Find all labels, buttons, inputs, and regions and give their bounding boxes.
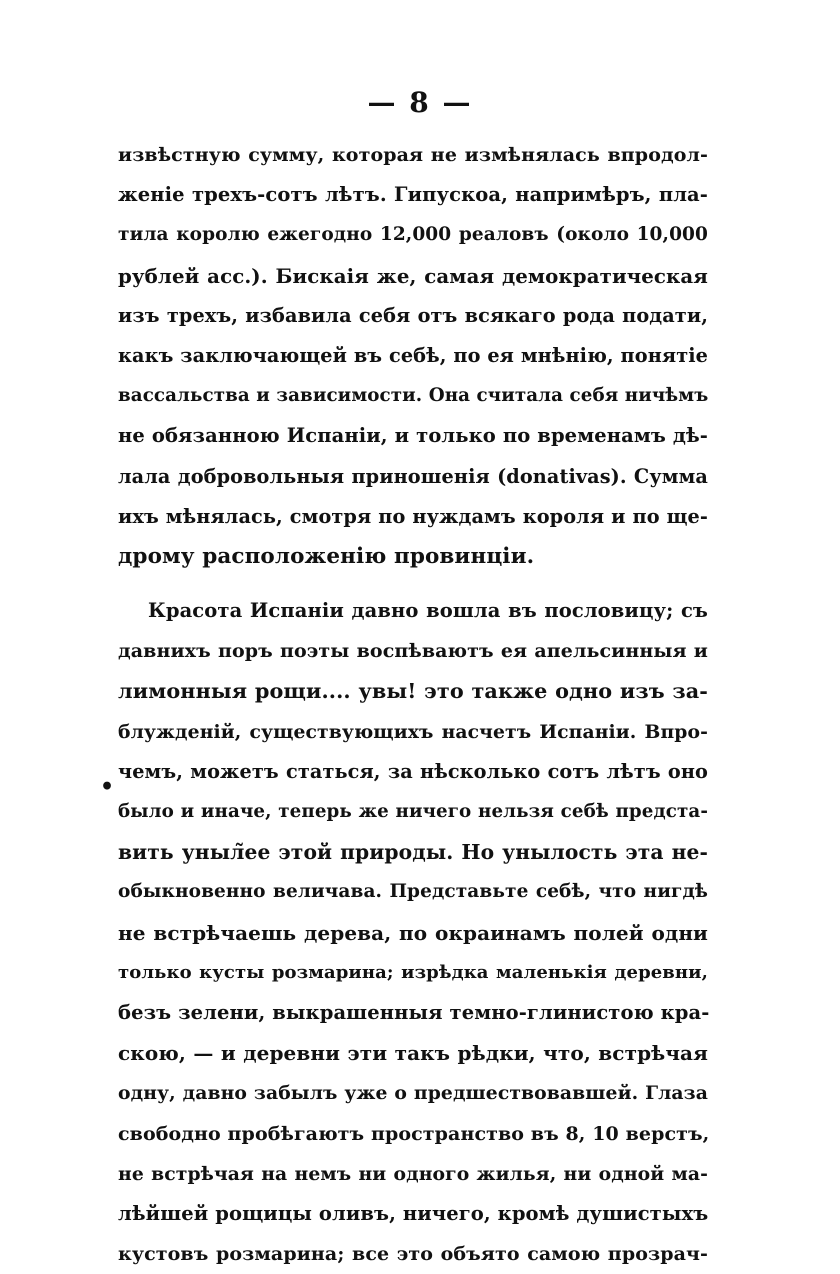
paragraph-gap — [118, 577, 708, 591]
text-line: было и иначе, теперь же ничего нельзя себѣ предста- — [118, 801, 708, 822]
page-number: — 8 — — [367, 86, 473, 119]
text-line: не встрѣчаешь дерева, по окраинамъ полей одни — [118, 920, 708, 945]
text-line: кустовъ розмарина; все это объято самою прозрач- — [118, 1243, 708, 1266]
text-line: лѣйшей рощицы оливъ, ничего, кромѣ душистыхъ — [118, 1201, 709, 1225]
text-line: безъ зелени, выкрашенныя темно-глинистою кра- — [118, 1000, 710, 1024]
margin-mark: • — [100, 774, 115, 800]
text-line: женіе трехъ-сотъ лѣтъ. Гипускоа, напримѣръ, пла- — [118, 183, 708, 207]
text-line: Красота Испаніи давно вошла въ пословицу; съ — [148, 599, 708, 623]
text-line: чемъ, можетъ статься, за нѣсколько сотъ лѣтъ оно — [118, 759, 708, 783]
text-line: извѣстную сумму, которая не измѣнялась впродол- — [118, 144, 708, 166]
text-line: одну, давно забылъ уже о предшествовавшей. Глаза — [118, 1082, 708, 1105]
text-line: вить уныл̃ее этой природы. Но унылость эта не- — [118, 840, 708, 865]
paragraph-2 — [118, 591, 708, 1274]
text-line: лала добровольныя приношенія (donativas). Сумма — [118, 464, 708, 488]
text-line: рублей асс.). Бискаія же, самая демократическая — [118, 263, 708, 288]
text-line: не обязанною Испаніи, и только по временамъ дѣ- — [118, 424, 708, 448]
text-line: какъ заключающей въ себѣ, по ея мнѣнію, понятіе — [118, 343, 708, 367]
text-line: изъ трехъ, избавила себя отъ всякаго рода подати, — [118, 303, 708, 327]
text-line: тила королю ежегодно 12,000 реаловъ (около 10,000 — [118, 224, 708, 246]
text-line: дрому расположенію провинціи. — [118, 543, 535, 569]
text-line: лимонныя рощи.... увы! это также одно изъ за- — [118, 679, 708, 704]
text-line: ихъ мѣнялась, смотря по нуждамъ короля и по ще- — [118, 504, 708, 528]
text-line: обыкновенно величава. Представьте себѣ, что нигдѣ — [118, 881, 708, 903]
text-line: только кусты розмарина; изрѣдка маленькія деревни, — [118, 961, 708, 983]
text-line: давнихъ поръ поэты воспѣваютъ ея апельсинныя и — [118, 640, 708, 663]
text-line: скою, — и деревни эти такъ рѣдки, что, встрѣчая — [118, 1041, 708, 1066]
text-line: блужденій, существующихъ насчетъ Испаніи. Впро- — [118, 720, 708, 743]
text-line: свободно пробѣгаютъ пространство въ 8, 10 верстъ, — [118, 1122, 710, 1145]
body-text — [118, 135, 708, 1274]
text-line: вассальства и зависимости. Она считала себя ничѣмъ — [118, 385, 709, 407]
paragraph-1 — [118, 135, 708, 577]
text-line: не встрѣчая на немъ ни одного жилья, ни одной ма- — [118, 1162, 708, 1185]
